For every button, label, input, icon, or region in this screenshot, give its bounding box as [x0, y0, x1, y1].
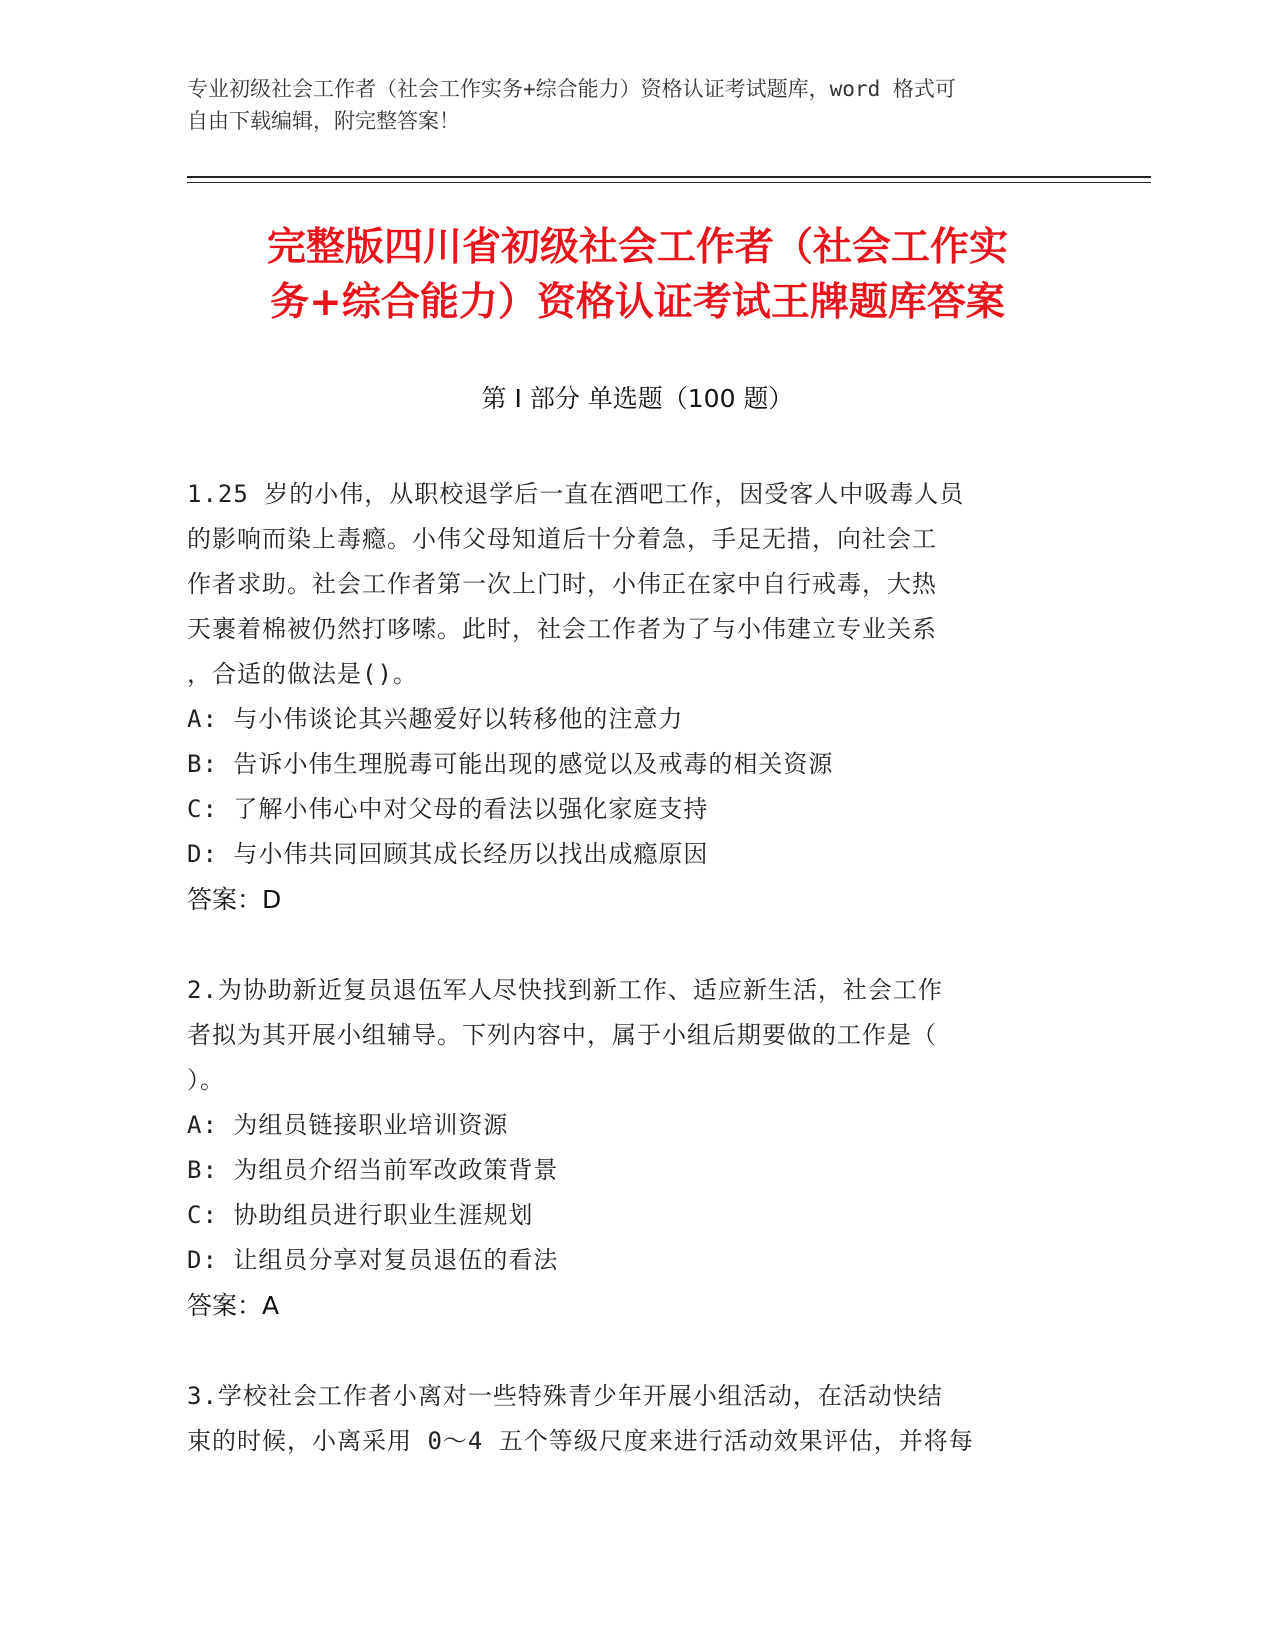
option-a: A: 与小伟谈论其兴趣爱好以转移他的注意力: [187, 705, 684, 733]
header-line: 专业初级社会工作者（社会工作实务+综合能力）资格认证考试题库，word 格式可: [187, 77, 956, 101]
header-rule-thin: [187, 182, 1151, 183]
question-stem-line: 天裹着棉被仍然打哆嗦。此时，社会工作者为了与小伟建立专业关系: [187, 615, 937, 643]
answer-line: 答案：D: [187, 885, 282, 914]
question-stem-line: ）。: [187, 1066, 225, 1094]
section-title: 第 I 部分 单选题（100 题）: [481, 384, 794, 413]
option-c: C: 协助组员进行职业生涯规划: [187, 1201, 534, 1229]
header-line: 自由下载编辑，附完整答案！: [187, 109, 460, 133]
question-stem-line: ，合适的做法是()。: [187, 660, 418, 688]
question-stem-line: 2.为协助新近复员退伍军人尽快找到新工作、适应新生活，社会工作: [187, 976, 943, 1004]
question-2: [187, 968, 1087, 1328]
option-d: D: 与小伟共同回顾其成长经历以找出成瘾原因: [187, 840, 709, 868]
question-stem-line: 作者求助。社会工作者第一次上门时，小伟正在家中自行戒毒，大热: [187, 570, 937, 598]
question-stem-line: 束的时候，小离采用 0～4 五个等级尺度来进行活动效果评估，并将每: [187, 1427, 974, 1455]
question-stem-line: 3.学校社会工作者小离对一些特殊青少年开展小组活动，在活动快结: [187, 1382, 943, 1410]
option-a: A: 为组员链接职业培训资源: [187, 1111, 509, 1139]
question-stem-line: 者拟为其开展小组辅导。下列内容中，属于小组后期要做的工作是（: [187, 1021, 937, 1049]
question-3: [187, 1374, 1087, 1464]
option-b: B: 为组员介绍当前军改政策背景: [187, 1156, 559, 1184]
header-rule-thick: [187, 176, 1151, 178]
option-b: B: 告诉小伟生理脱毒可能出现的感觉以及戒毒的相关资源: [187, 750, 834, 778]
option-c: C: 了解小伟心中对父母的看法以强化家庭支持: [187, 795, 709, 823]
question-list: [187, 472, 1087, 1510]
document-title-line: 务+综合能力）资格认证考试王牌题库答案: [270, 280, 1005, 325]
question-1: [187, 472, 1087, 922]
question-stem-line: 1.25 岁的小伟，从职校退学后一直在酒吧工作，因受客人中吸毒人员: [187, 480, 965, 508]
header-note: [187, 73, 1087, 137]
question-stem-line: 的影响而染上毒瘾。小伟父母知道后十分着急，手足无措，向社会工: [187, 525, 937, 553]
document-title: [160, 220, 1115, 330]
document-title-line: 完整版四川省初级社会工作者（社会工作实: [266, 225, 1008, 270]
option-d: D: 让组员分享对复员退伍的看法: [187, 1246, 559, 1274]
answer-line: 答案：A: [187, 1291, 280, 1320]
